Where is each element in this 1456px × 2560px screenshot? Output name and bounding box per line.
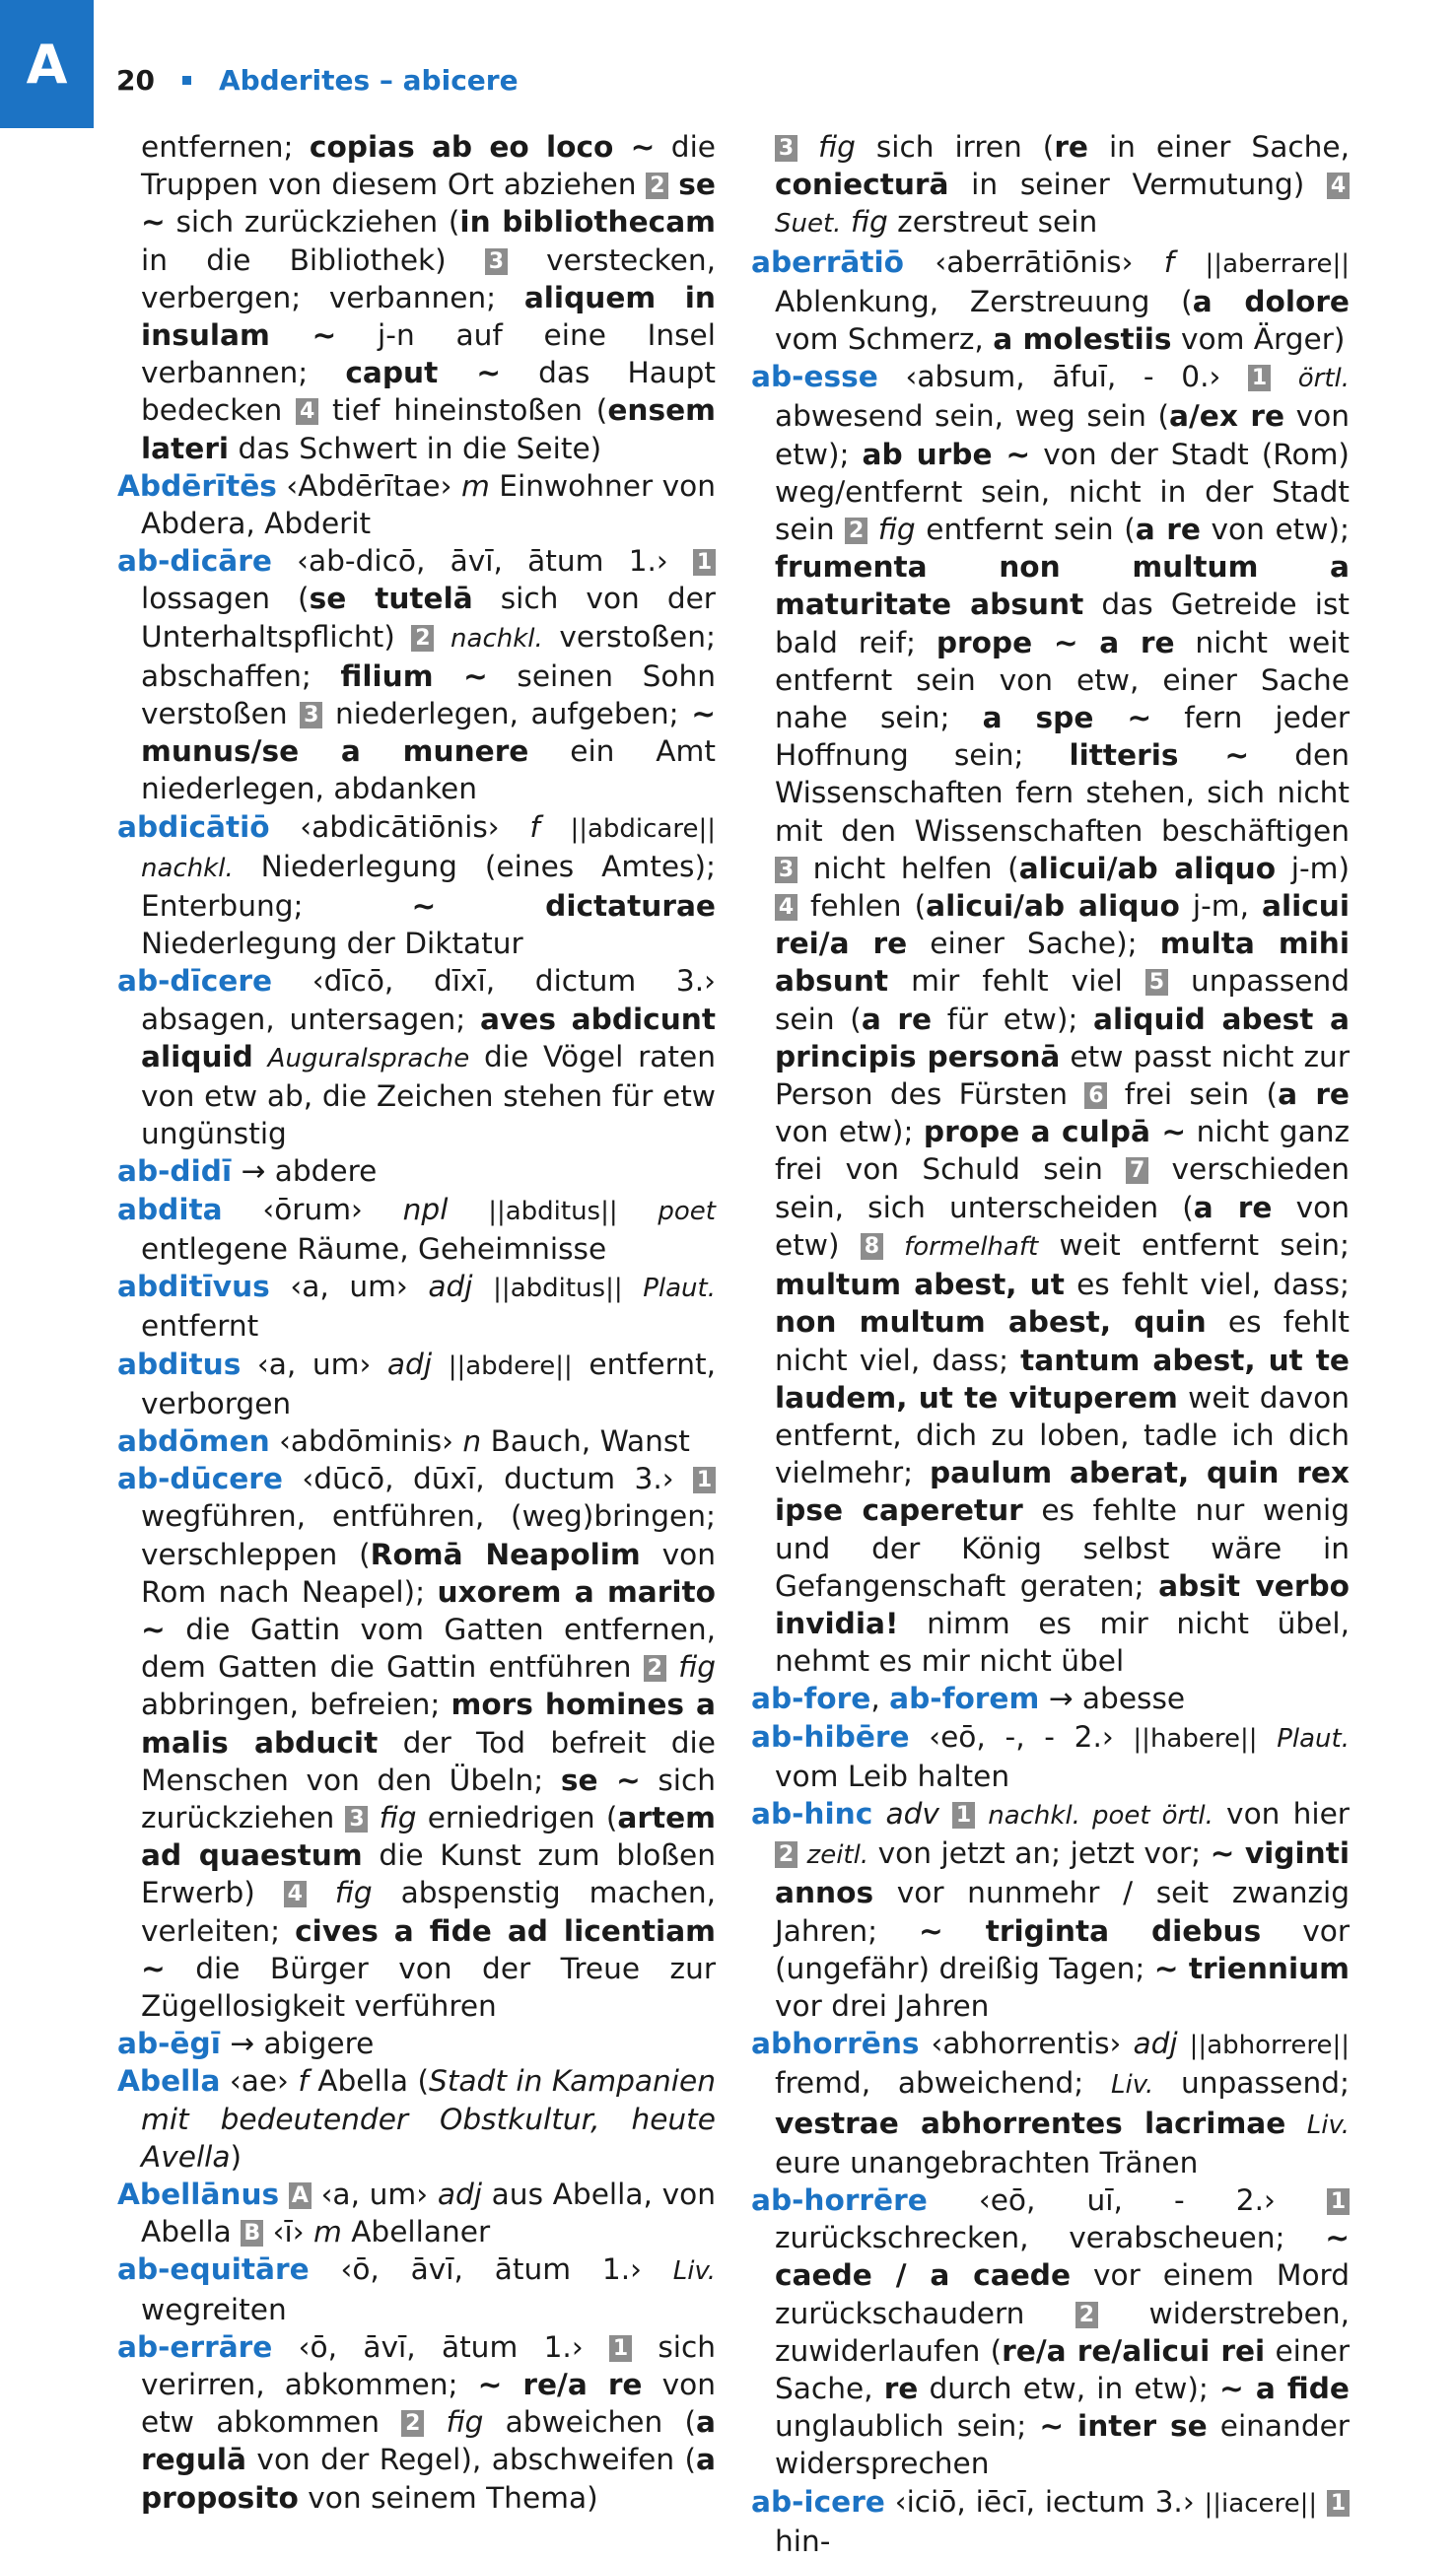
headword: ab-ēgī	[117, 2027, 221, 2061]
dictionary-entry: ab-hibēre ‹eō, -, - 2.› ||habere|| Plaut. vom Leib halten	[751, 1719, 1350, 1793]
dictionary-entry: ab-ēgī → abigere	[117, 2027, 375, 2061]
sense-number-badge: 7	[1126, 1157, 1148, 1184]
dictionary-entry: abdicātiō ‹abdicātiōnis› f ||abdicare|| nachkl. Niederlegung (eines Amtes); Enterbung; ~ dictaturae Niederlegung der Diktatur	[117, 809, 716, 961]
sense-number-badge: 1	[1327, 2490, 1350, 2517]
dictionary-entry: aberrātiō ‹aberrātiōnis› f ||aberrare|| Ablenkung, Zerstreuung (a dolore vom Schmerz, a molestiis vom Ärger)	[751, 244, 1351, 357]
sense-number-badge: 4	[296, 398, 318, 425]
headword: aberrātiō	[751, 244, 905, 279]
sense-number-badge: 4	[1327, 173, 1350, 199]
headword: ab-hibēre	[751, 1719, 910, 1754]
sense-number-badge: 2	[1075, 2302, 1098, 2328]
headword: ab-equitāre	[117, 2252, 310, 2287]
dictionary-entry: ab-esse ‹absum, āfuī, - 0.› 1 örtl. abwesend sein, weg sein (a/ex re von etw); ab urbe ~ von der Stadt (Rom) weg/entfernt sein, nicht in der Stadt sein 2 fig entfernt sein (a re von etw); frumenta non multum a maturitate absunt das Getreide ist bald reif; prope ~ a re nicht weit entfernt sein von etw, einer Sache nahe sein; a spe ~ fern jeder Hoffnung sein; litteris ~ den Wissenschaften fern stehen, sich nicht mit den Wissenschaften beschäftigen 3 nicht helfen (alicui/ab aliquo j-m) 4 fehlen (alicui/ab aliquo j-m, alicui rei/a re einer Sache); multa mihi absunt mir fehlt viel 5 unpassend sein (a re für etw); aliquid abest a principis personā etw passt nicht zur Person des Fürsten 6 frei sein (a re von etw); prope a culpā ~ nicht ganz frei von Schuld sein 7 verschieden sein, sich unterscheiden (a re von etw) 8 formelhaft weit entfernt sein; multum abest, ut es fehlt viel, dass; non multum abest, quin es fehlt nicht viel, dass; tantum abest, ut te laudem, ut te vituperem weit davon entfernt, dich zu loben, tadle ich dich vielmehr; paulum aberat, quin rex ipse caperetur es fehlte nur wenig und der König selbst wäre in Gefangenschaft geraten; absit verbo invidia! nimm es mir nicht übel, nehmt es mir nicht übel	[751, 360, 1351, 1679]
headword: Abdērītēs	[117, 468, 277, 503]
sense-number-badge: 2	[775, 1841, 797, 1868]
headword: ab-forem	[889, 1682, 1040, 1716]
dictionary-entry: Abdērītēs ‹Abdērītae› m Einwohner von Abdera, Abderit	[117, 468, 716, 541]
sense-number-badge: 3	[485, 248, 508, 275]
dictionary-entry: entfernen; copias ab eo loco ~ die Truppen von diesem Ort abziehen 2 se ~ sich zurückziehen (in bibliothecam in die Bibliothek) 3 verstecken, verbergen; verbannen; aliquem in insulam ~ j-n auf eine Insel verbannen; caput ~ das Haupt bedecken 4 tief hineinstoßen (ensem lateri das Schwert in die Seite)	[141, 130, 717, 465]
sense-number-badge: B	[241, 2220, 263, 2247]
dictionary-entry: 3 fig sich irren (re in einer Sache, coniecturā in seiner Vermutung) 4 Suet. fig zerstreut sein	[775, 130, 1350, 240]
sense-number-badge: 1	[952, 1802, 975, 1829]
sense-number-badge: 5	[1145, 969, 1168, 996]
dictionary-entry: ab-dicāre ‹ab-dicō, āvī, ātum 1.› 1 lossagen (se tutelā sich von der Unterhaltspflicht) 2 nachkl. verstoßen; abschaffen; filium ~ seinen Sohn verstoßen 3 niederlegen, aufgeben; ~ munus/se a munere ein Amt niederlegen, abdanken	[117, 544, 716, 806]
sense-number-badge: 8	[861, 1233, 883, 1260]
dictionary-entry: abditus ‹a, um› adj ||abdere|| entfernt, verborgen	[117, 1347, 716, 1420]
dictionary-entry: ab-didī → abdere	[117, 1154, 378, 1189]
sense-number-badge: 2	[644, 1655, 666, 1682]
running-header	[116, 55, 519, 104]
page-number: 20	[116, 63, 155, 97]
headword: abditīvus	[117, 1270, 270, 1304]
section-letter-tab: A	[0, 0, 94, 128]
sense-number-badge: 2	[845, 518, 867, 544]
left-column	[117, 128, 716, 2517]
headword: abdicātiō	[117, 809, 270, 844]
sense-number-badge: 4	[284, 1881, 307, 1907]
sense-number-badge: 1	[693, 1467, 716, 1493]
dictionary-entry: ab-horrēre ‹eō, uī, - 2.› 1 zurückschrecken, verabscheuen; ~ caede / a caede vor einem Mord zurückschaudern 2 widerstreben, zuwiderlaufen (re/a re/alicui rei einer Sache, re durch etw, in etw); ~ a fide unglaublich sein; ~ inter se einander widersprechen	[751, 2182, 1351, 2481]
dictionary-entry: abdōmen ‹abdōminis› n Bauch, Wanst	[117, 1423, 690, 1458]
headword: ab-dicāre	[117, 544, 272, 579]
sense-number-badge: 3	[775, 135, 797, 162]
header-square-icon	[182, 76, 191, 85]
dictionary-entry: ab-fore, ab-forem → abesse	[751, 1682, 1186, 1716]
headword: ab-dūcere	[117, 1462, 283, 1496]
headword: abditus	[117, 1347, 242, 1381]
headword: Abellānus	[117, 2177, 280, 2211]
sense-number-badge: 1	[1327, 2188, 1350, 2215]
dictionary-entry: ab-hinc adv 1 nachkl. poet örtl. von hier 2 zeitl. von jetzt an; jetzt vor; ~ viginti annos vor nunmehr / seit zwanzig Jahren; ~ triginta diebus vor (ungefähr) dreißig Tagen; ~ triennium vor drei Jahren	[751, 1796, 1351, 2023]
dictionary-entry: ab-dīcere ‹dīcō, dīxī, dictum 3.› absagen, untersagen; aves abdicunt aliquid Auguralsprache die Vögel raten von etw ab, die Zeichen stehen für etw ungünstig	[117, 964, 716, 1151]
sense-number-badge: 1	[609, 2335, 632, 2362]
dictionary-entry: abditīvus ‹a, um› adj ||abditus|| Plaut. entfernt	[117, 1270, 716, 1344]
headword: ab-hinc	[751, 1796, 873, 1831]
dictionary-entry: Abella ‹ae› f Abella (Stadt in Kampanien mit bedeutender Obstkultur, heute Avella)	[117, 2064, 716, 2174]
sense-number-badge: 2	[411, 625, 434, 652]
headword: ab-errāre	[117, 2329, 273, 2364]
sense-number-badge: 1	[1248, 365, 1271, 391]
headword: Abella	[117, 2064, 221, 2099]
right-column	[751, 128, 1350, 2560]
sense-number-badge: 1	[693, 549, 716, 576]
dictionary-entry: ab-equitāre ‹ō, āvī, ātum 1.› Liv. wegreiten	[117, 2252, 716, 2326]
dictionary-entry: abhorrēns ‹abhorrentis› adj ||abhorrere|| fremd, abweichend; Liv. unpassend; vestrae abhorrentes lacrimae Liv. eure unangebrachten Tränen	[751, 2027, 1350, 2179]
sense-number-badge: 3	[775, 857, 797, 883]
headword: ab-icere	[751, 2484, 885, 2519]
dictionary-entry: ab-dūcere ‹dūcō, dūxī, ductum 3.› 1 wegführen, entführen, (weg)bringen; verschleppen (Romā Neapolim von Rom nach Neapel); uxorem a marito ~ die Gattin vom Gatten entfernen, dem Gatten die Gattin entführen 2 fig abbringen, befreien; mors homines a malis abducit der Tod befreit die Menschen von den Übeln; se ~ sich zurückziehen 3 fig erniedrigen (artem ad quaestum die Kunst zum bloßen Erwerb) 4 fig abspenstig machen, verleiten; cives a fide ad licentiam ~ die Bürger von der Treue zur Zügellosigkeit verführen	[117, 1462, 716, 2023]
headword: ab-didī	[117, 1154, 233, 1189]
dictionary-entry: ab-icere ‹iciō, iēcī, iectum 3.› ||iacere|| 1 hin-	[751, 2483, 1350, 2560]
headword: abdita	[117, 1192, 223, 1226]
headword: abdōmen	[117, 1423, 270, 1458]
sense-number-badge: 3	[300, 702, 322, 728]
dictionary-entry: ab-errāre ‹ō, āvī, ātum 1.› 1 sich verirren, abkommen; ~ re/a re von etw abkommen 2 fig abweichen (a regulā von der Regel), abschweifen (a proposito von seinem Thema)	[117, 2329, 717, 2515]
sense-number-badge: 2	[646, 173, 668, 199]
headword: ab-dīcere	[117, 964, 273, 999]
running-title: Abderites – abicere	[218, 63, 519, 97]
sense-number-badge: 3	[345, 1806, 368, 1833]
dictionary-entry: Abellānus A ‹a, um› adj aus Abella, von Abella B ‹ī› m Abellaner	[117, 2177, 716, 2249]
sense-number-badge: 2	[401, 2410, 424, 2437]
headword: ab-horrēre	[751, 2182, 928, 2217]
dictionary-entry: abdita ‹ōrum› npl ||abditus|| poet entlegene Räume, Geheimnisse	[117, 1192, 716, 1266]
sense-number-badge: 4	[775, 894, 797, 921]
headword: ab-esse	[751, 360, 878, 394]
sense-number-badge: A	[289, 2182, 312, 2209]
headword: ab-fore	[751, 1682, 871, 1716]
sense-number-badge: 6	[1084, 1082, 1107, 1109]
headword: abhorrēns	[751, 2027, 920, 2061]
